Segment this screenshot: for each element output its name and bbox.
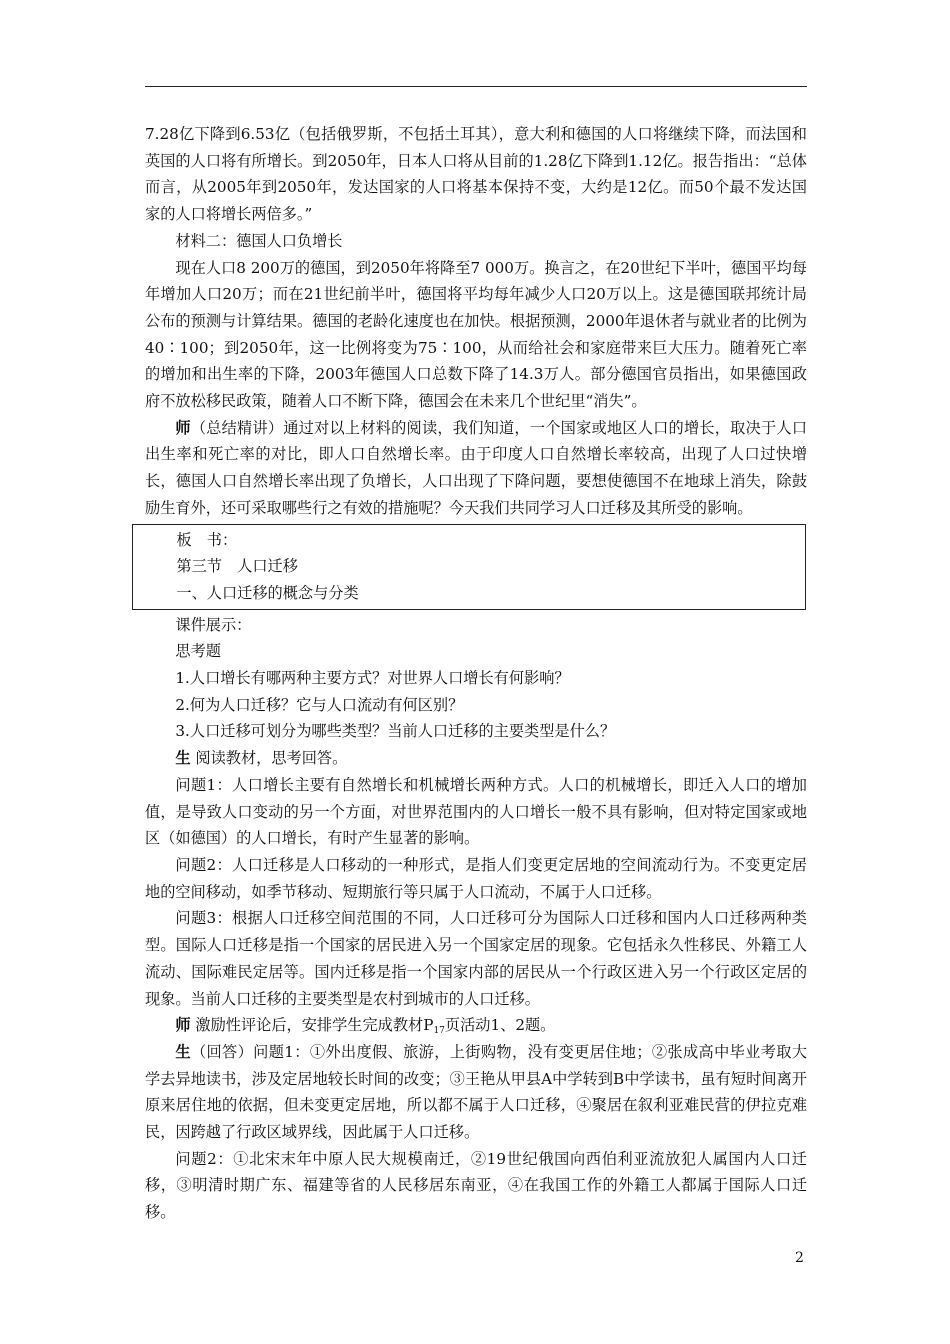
teacher-label: 师 — [175, 418, 191, 437]
student-answer-text: （回答）问题1：①外出度假、旅游，上街购物，没有变更居住地；②张成高中毕业考取大学去异地读书，涉及定居地较长时间的改变；③王艳从甲县A中学转到B中学读书，虽有短时间离开原来居住地的依据，但未变更定居地，所以都不属于人口迁移，④聚居在叙利亚难民营的伊拉克难民，因跨越了行政区域界线，因此属于人口迁移。 — [145, 1042, 808, 1142]
student-response-text: 阅读教材，思考回答。 — [195, 749, 348, 768]
material-2-body: 现在人口8 200万的德国，到2050年将降至7 000万。换言之，在20世纪下半叶，德国平均每年增加人口20万；而在21世纪前半叶，德国将平均每年减少人口20万以上。这是德国联邦统计局公布的预测与计算结果。德国的老龄化速度也在加快。根据预测，2000年退休者与就业者的比例为40∶100；到2050年，这一比例将变为75∶100，从而给社会和家庭带来巨大压力。随着死亡率的增加和出生率的下降，2003年德国人口总数下降了14.3万人。部分德国官员指出，如果德国政府不放松移民政策，随着人口不断下降，德国会在未来几个世纪里“消失”。 — [145, 258, 807, 411]
teacher-summary — [145, 415, 807, 522]
answer-2: 问题2：人口迁移是人口移动的一种形式，是指人们变更定居地的空间流动行为。不变更定居地的空间移动，如季节移动、短期旅行等只属于人口流动，不属于人口迁移。 — [145, 855, 807, 901]
student-label: 生 — [175, 1042, 191, 1061]
header-rule — [145, 86, 807, 87]
courseware-subtitle: 思考题 — [175, 642, 221, 661]
student-label: 生 — [175, 749, 191, 768]
assignment-text-a: 激励性评论后，安排学生完成教材P — [195, 1016, 434, 1035]
page-number: 2 — [795, 1250, 804, 1266]
board-title: 板 书： — [176, 530, 238, 549]
paragraph-continuation: 7.28亿下降到6.53亿（包括俄罗斯，不包括土耳其），意大利和德国的人口将继续下降，而法国和英国的人口将有所增长。到2050年，日本人口将从目前的1.28亿下降到1.12亿。报告指出：“总体而言，从2005年到2050年，发达国家的人口将基本保持不变，大约是12亿。而50个最不发达国家的人口将增长两倍多。” — [145, 125, 807, 224]
assignment-text-b: 页活动1、2题。 — [444, 1016, 556, 1035]
question-2: 2.何为人口迁移？它与人口流动有何区别？ — [175, 695, 464, 714]
teacher-assignment — [145, 1012, 807, 1039]
board-line-concept: 一、人口迁移的概念与分类 — [176, 583, 359, 602]
answer-last: 问题2：①北宋末年中原人民大规模南迁，②19世纪俄国向西伯利亚流放犯人属国内人口迁移，③明清时期广东、福建等省的人民移居东南亚，④在我国工作的外籍工人都属于国际人口迁移。 — [145, 1149, 807, 1222]
board-box — [132, 524, 806, 610]
material-2-heading: 材料二：德国人口负增长 — [175, 231, 343, 250]
student-response — [145, 745, 807, 772]
courseware-title: 课件展示： — [175, 615, 252, 634]
question-1: 1.人口增长有哪两种主要方式？对世界人口增长有何影响？ — [175, 669, 570, 688]
answer-1: 问题1：人口增长主要有自然增长和机械增长两种方式。人口的机械增长，即迁入人口的增加值，是导致人口变动的另一个方面，对世界范围内的人口增长一般不具有影响，但对特定国家或地区（如德国）的人口增长，有时产生显著的影响。 — [145, 775, 807, 848]
teacher-label: 师 — [175, 1016, 191, 1035]
main-text — [145, 121, 807, 1226]
question-3: 3.人口迁移可划分为哪些类型？当前人口迁移的主要类型是什么？ — [175, 722, 616, 741]
answer-3: 问题3：根据人口迁移空间范围的不同，人口迁移可分为国际人口迁移和国内人口迁移两种类型。国际人口迁移是指一个国家的居民进入另一个国家定居的现象。它包括永久性移民、外籍工人流动、国际难民定居等。国内迁移是指一个国家内部的居民从一个行政区进入另一个行政区定居的现象。当前人口迁移的主要类型是农村到城市的人口迁移。 — [145, 909, 807, 1008]
page-subscript: 17 — [433, 1026, 445, 1037]
student-answer — [145, 1039, 807, 1146]
teacher-summary-text: （总结精讲）通过对以上材料的阅读，我们知道，一个国家或地区人口的增长，取决于人口出生率和死亡率的对比，即人口自然增长率。由于印度人口自然增长率较高，出现了人口过快增长，德国人口自然增长率出现了负增长，人口出现了下降问题，要想使德国不在地球上消失，除鼓励生育外，还可采取哪些行之有效的措施呢？今天我们共同学习人口迁移及其所受的影响。 — [145, 418, 808, 517]
board-line-section: 第三节 人口迁移 — [176, 557, 298, 576]
